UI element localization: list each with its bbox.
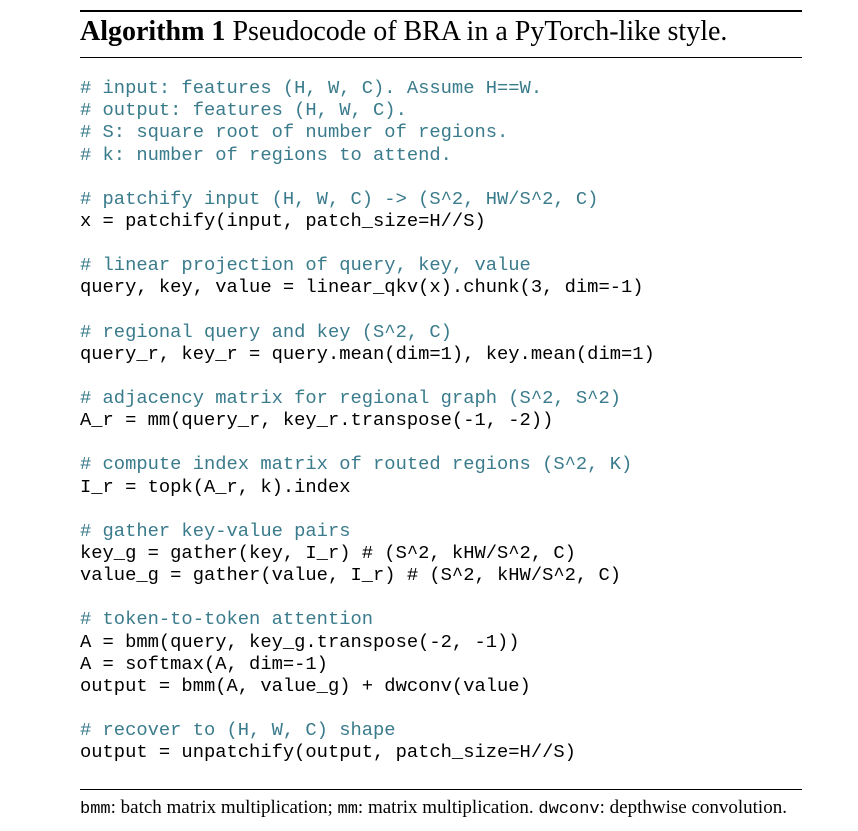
pseudocode [80, 77, 802, 764]
code-comment-line: # recover to (H, W, C) shape [80, 719, 396, 742]
code-comment-line: # linear projection of query, key, value [80, 254, 531, 277]
code-line: value_g = gather(value, I_r) # (S^2, kHW/S^2, C) [80, 564, 621, 587]
code-line: A = softmax(A, dim=-1) [80, 652, 328, 675]
bottom-rule [80, 789, 802, 790]
code-comment-line: # gather key-value pairs [80, 519, 351, 542]
code-comment-line: # compute index matrix of routed regions (S^2, K) [80, 453, 633, 476]
code-comment-line: # token-to-token attention [80, 608, 374, 631]
code-line: A_r = mm(query_r, key_r.transpose(-1, -2)) [80, 409, 554, 432]
code-comment-line: # adjacency matrix for regional graph (S^2, S^2) [80, 387, 621, 410]
algorithm-label: Algorithm 1 [80, 16, 226, 47]
footnote [80, 796, 802, 821]
footnote-bmm-desc: : batch matrix multiplication; [110, 796, 338, 818]
algorithm-box [80, 10, 802, 821]
title-rule [80, 57, 802, 58]
code-line: output = bmm(A, value_g) + dwconv(value) [80, 675, 531, 698]
code-block [80, 719, 802, 763]
footnote-dwconv-desc: : depthwise convolution. [599, 796, 787, 818]
code-line: key_g = gather(key, I_r) # (S^2, kHW/S^2, C) [80, 542, 576, 565]
footnote-dwconv-term: dwconv [538, 799, 600, 819]
code-block [80, 188, 802, 232]
code-block [80, 453, 802, 497]
code-block [80, 254, 802, 298]
code-line: I_r = topk(A_r, k).index [80, 475, 351, 498]
code-block [80, 387, 802, 431]
footnote-mm-desc: : matrix multiplication. [357, 796, 539, 818]
code-line: output = unpatchify(output, patch_size=H//S) [80, 741, 576, 764]
code-comment-line: # S: square root of number of regions. [80, 121, 509, 144]
code-comment-line: # regional query and key (S^2, C) [80, 320, 452, 343]
code-line: x = patchify(input, patch_size=H//S) [80, 210, 486, 233]
code-comment-line: # output: features (H, W, C). [80, 99, 407, 122]
code-line: query_r, key_r = query.mean(dim=1), key.mean(dim=1) [80, 342, 655, 365]
code-block [80, 520, 802, 587]
footnote-mm-term: mm [337, 799, 358, 819]
footnote-bmm-term: bmm [80, 799, 111, 819]
code-comment-line: # input: features (H, W, C). Assume H==W. [80, 77, 543, 99]
code-line: A = bmm(query, key_g.transpose(-2, -1)) [80, 630, 520, 653]
code-block [80, 77, 802, 166]
code-comment-line: # patchify input (H, W, C) -> (S^2, HW/S^2, C) [80, 187, 599, 210]
algorithm-title [80, 12, 802, 57]
algorithm-caption: Pseudocode of BRA in a PyTorch-like style. [232, 16, 728, 47]
code-block [80, 321, 802, 365]
code-block [80, 608, 802, 697]
code-line: query, key, value = linear_qkv(x).chunk(3, dim=-1) [80, 276, 644, 299]
code-comment-line: # k: number of regions to attend. [80, 143, 452, 166]
